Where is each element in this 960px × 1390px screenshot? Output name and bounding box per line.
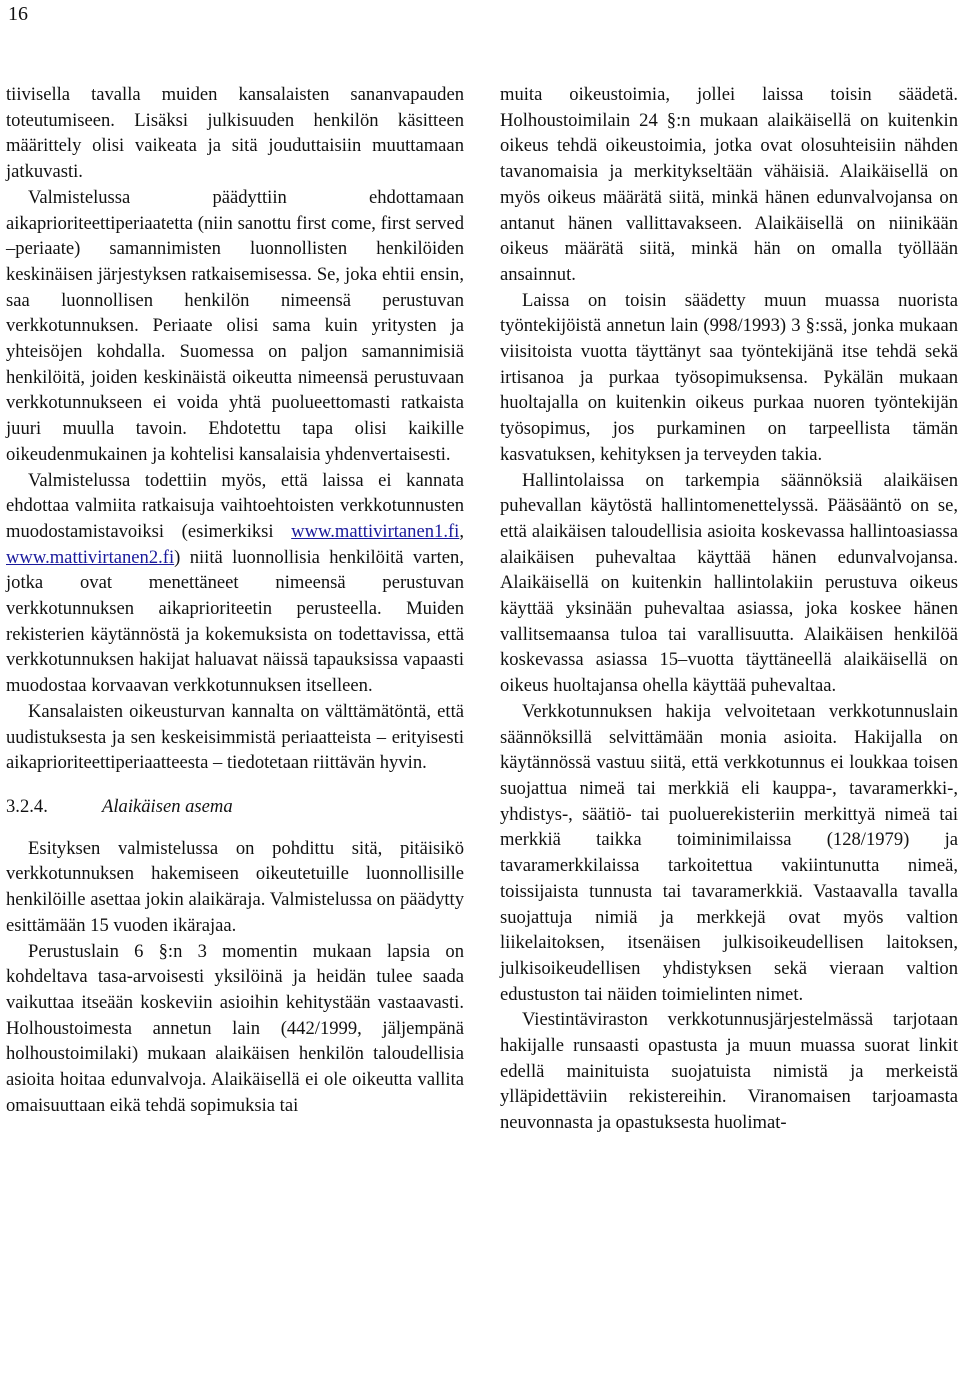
paragraph-text: Valmistelussa todettiin myös, että laissa ei kannata ehdottaa valmiita ratkaisuja vaihtoehtoisten verkkotunnusten muodostamistavoiksi (esimerkiksi	[6, 469, 464, 542]
left-column	[6, 82, 464, 1118]
paragraph: Verkkotunnuksen hakija velvoitetaan verkkotunnuslain säännöksillä selvittämään monia asioita. Hakijalla on käytännössä vastuu siitä, että verkkotunnus ei loukkaa toisen suojattua nimeä tai merkkiä eli kauppa-, tavaramerkki-, yhdistys-, säätiö- tai puoluerekisteriin merkittyä nimeä tai merkkiä taikka toiminimilaissa (128/1979) ja tavaramerkkilaissa tarkoitettua vakiintunutta nimeä, toissijaista tunnusta tai tavaramerkkiä. Vastaavalla tavalla suojattuja nimiä ja merkkejä ovat myös valtion liikelaitoksen, itsenäisen julkisoikeudellisen laitoksen, julkisoikeudellisen yhdistyksen sekä vieraan valtion edustuston tai näiden toimielinten nimet.	[500, 700, 958, 1005]
paragraph: Perustuslain 6 §:n 3 momentin mukaan lapsia on kohdeltava tasa-arvoisesti yksilöinä ja heidän tulee saada vaikuttaa itseään koskeviin asioihin kehitystään vastaavasti. Holhoustoimesta annetun lain (442/1999, jäljempänä holhoustoimilaki) mukaan alaikäisen henkilön taloudellisia asioita hoitaa edunvalvoja. Alaikäisellä ei ole oikeutta vallita omaisuuttaan eikä tehdä sopimuksia tai	[6, 940, 464, 1116]
paragraph	[6, 468, 464, 699]
paragraph: Kansalaisten oikeusturvan kannalta on välttämätöntä, että uudistuksesta ja sen keskeisimmistä periaatteista – erityisesti aikaprioriteettiperiaatteesta – tiedotetaan riittävän hyvin.	[6, 700, 464, 774]
paragraph-text: ) niitä luonnollisia henkilöitä varten, jotka ovat menettäneet nimeensä perustuvan verkkotunnuksen aikaprioriteetin perusteella. Muiden rekisterien käytännöstä ja kokemuksista on todettavissa, että verkkotunnuksen hakijat haluavat näissä tapauksissa vapaasti muodostaa korvaavan verkkotunnuksen itselleen.	[6, 546, 464, 697]
link-mattivirtanen1[interactable]: www.mattivirtanen1.fi	[291, 520, 460, 542]
section-number: 3.2.4.	[6, 795, 48, 817]
link-mattivirtanen2[interactable]: www.mattivirtanen2.fi	[6, 546, 175, 568]
paragraph: Esityksen valmistelussa on pohdittu sitä, pitäisikö verkkotunnuksen hakemiseen oikeutetuille luonnollisille henkilöille asettaa jokin alaikäraja. Valmistelussa on päädytty esittämään 15 vuoden ikärajaa.	[6, 837, 464, 936]
separator-text: ,	[459, 520, 464, 542]
paragraph: muita oikeustoimia, jollei laissa toisin säädetä. Holhoustoimilain 24 §:n mukaan alaikäisellä on kuitenkin oikeus tehdä oikeustoimia, jotka ovat olosuhteisiin nähden tavanomaisia ja merkitykseltään vähäisiä. Alaikäisellä on myös oikeus määrätä siitä, minkä hänen edunvalvojansa on antanut hänen vallittavakseen. Alaikäisellä on niinikään oikeus määrätä siitä, minkä hän on omalla työllään ansainnut.	[500, 84, 958, 285]
paragraph: tiivisella tavalla muiden kansalaisten sananvapauden toteutumiseen. Lisäksi julkisuuden henkilön käsitteen määrittely olisi vaikeata ja sitä jouduttaisiin muuttamaan jatkuvasti.	[6, 84, 464, 183]
paragraph: Hallintolaissa on tarkempia säännöksiä alaikäisen puhevallan käytöstä hallintomenettelyssä. Pääsääntö on se, että alaikäisen taloudellisia asioita koskevassa hallintoasiassa alaikäisen puhevaltaa käyttää hänen edunvalvojansa. Alaikäisellä on kuitenkin hallintolakiin perustuva oikeus käyttää yksinään puhevaltaa asiassa, joka koskee hänen vallitsemaansa tuloa tai varallisuutta. Alaikäisen henkilöä koskevassa asiassa 15–vuotta täyttäneellä alaikäisellä on oikeus huoltajansa ohella käyttää puhevaltaa.	[500, 469, 958, 697]
section-title: Alaikäisen asema	[102, 795, 233, 817]
page-number: 16	[8, 3, 28, 25]
paragraph: Viestintäviraston verkkotunnusjärjestelmässä tarjotaan hakijalle runsaasti opastusta ja muun muassa suorat linkit edellä mainituista suojatuista nimistä ja merkeistä ylläpidettäviin rekistereihin. Viranomaisen tarjoamasta neuvonnasta ja opastuksesta huolimat-	[500, 1009, 958, 1134]
section-heading	[6, 794, 464, 820]
right-column	[500, 82, 958, 1136]
paragraph: Laissa on toisin säädetty muun muassa nuorista työntekijöistä annetun lain (998/1993) 3 §:ssä, jonka mukaan viisitoista vuotta täyttänyt saa työntekijänä itse tehdä sekä irtisanoa ja purkaa työsopimuksensa. Pykälän mukaan huoltajalla on kuitenkin oikeus purkaa nuoren työntekijän työsopimus, jos purkaminen on tarpeellista tämän kasvatuksen, kehityksen ja terveyden takia.	[500, 289, 958, 465]
paragraph: Valmistelussa päädyttiin ehdottamaan aikaprioriteettiperiaatetta (niin sanottu first come, first served –periaate) samannimisten luonnollisten henkilöiden keskinäisen järjestyksen ratkaisemisessa. Se, joka ehtii ensin, saa luonnollisen henkilön nimeensä perustuvan verkkotunnuksen. Periaate olisi sama kuin yritysten ja yhteisöjen kohdalla. Suomessa on paljon samannimisiä henkilöitä, joiden keskinäistä oikeutta nimeensä perustuvaan verkkotunnukseen ei voida yhtä puolueettomasti ratkaista juuri muulla tavoin. Ehdotettu tapa olisi kaikille oikeudenmukainen ja kohtelisi kansalaisia yhdenvertaisesti.	[6, 186, 464, 465]
